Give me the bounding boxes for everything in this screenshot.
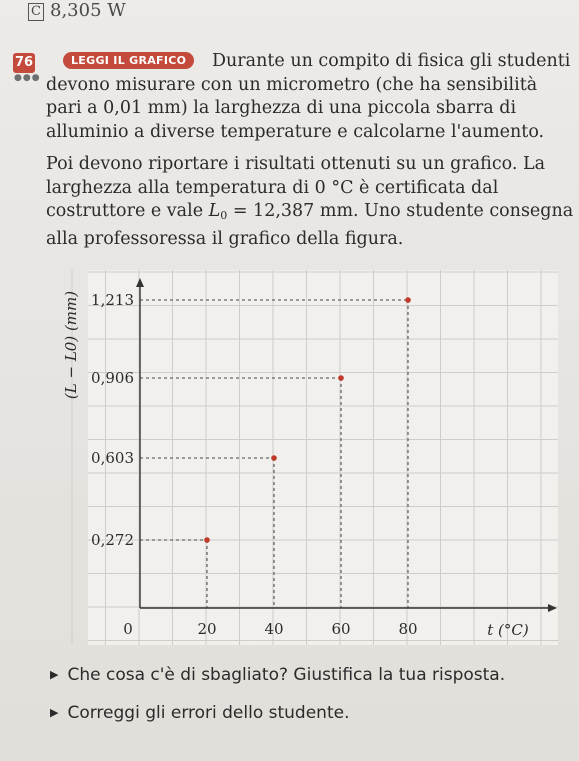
x-tick-label: 80 bbox=[398, 620, 418, 638]
exercise-paragraph-1: Durante un compito di fisica gli studenti devono misurare con un micrometro (che ha sensibilità pari a 0,01 mm) la larghezza di una piccola sbarra di alluminio a diverse temperature e calcolarne l'aumento. bbox=[46, 51, 571, 142]
exercise-number: 76 bbox=[13, 53, 35, 73]
exercise-tag: LEGGI IL GRAFICO bbox=[63, 52, 194, 69]
difficulty-dots-icon: ●●● bbox=[14, 73, 41, 83]
p2-text-b: = 12,387 mm. Uno studente consegna alla professoressa il grafico della figura. bbox=[46, 201, 574, 249]
x-tick-label: 60 bbox=[331, 620, 351, 638]
y-tick-label: 0,906 bbox=[91, 369, 134, 387]
x-tick-label: 40 bbox=[264, 620, 284, 638]
answer-value: 8,305 W bbox=[50, 0, 126, 21]
p2-symbol-sub: 0 bbox=[220, 209, 228, 222]
previous-answer bbox=[28, 0, 126, 21]
data-point bbox=[271, 455, 277, 461]
answer-box-letter: C bbox=[28, 3, 44, 21]
chart bbox=[58, 265, 558, 655]
data-point bbox=[338, 375, 344, 381]
triangle-bullet-icon: ▶ bbox=[50, 668, 59, 681]
x-axis-label: t (°C) bbox=[487, 621, 529, 639]
x-tick-label: 20 bbox=[197, 620, 217, 638]
y-tick-label: 0,272 bbox=[91, 531, 134, 549]
question-1-text: Che cosa c'è di sbagliato? Giustifica la tua risposta. bbox=[67, 665, 506, 685]
p2-text-a: Poi devono riportare i risultati ottenuti su un grafico. La larghezza alla temperatura di 0 °C è certificata dal costruttore e vale bbox=[46, 154, 546, 221]
x-tick-label: 0 bbox=[123, 620, 133, 638]
exercise-paragraph-2 bbox=[46, 153, 574, 251]
data-point bbox=[405, 297, 411, 303]
data-point bbox=[204, 537, 210, 543]
question-2-text: Correggi gli errori dello studente. bbox=[67, 703, 350, 723]
y-tick-label: 1,213 bbox=[91, 291, 134, 309]
chart-svg bbox=[58, 265, 558, 655]
y-axis-label: (L − L0) (mm) bbox=[62, 290, 80, 400]
p2-symbol-L: L bbox=[208, 201, 221, 221]
question-1 bbox=[50, 665, 505, 685]
question-2 bbox=[50, 703, 350, 723]
triangle-bullet-icon: ▶ bbox=[50, 706, 59, 719]
y-tick-label: 0,603 bbox=[91, 449, 134, 467]
